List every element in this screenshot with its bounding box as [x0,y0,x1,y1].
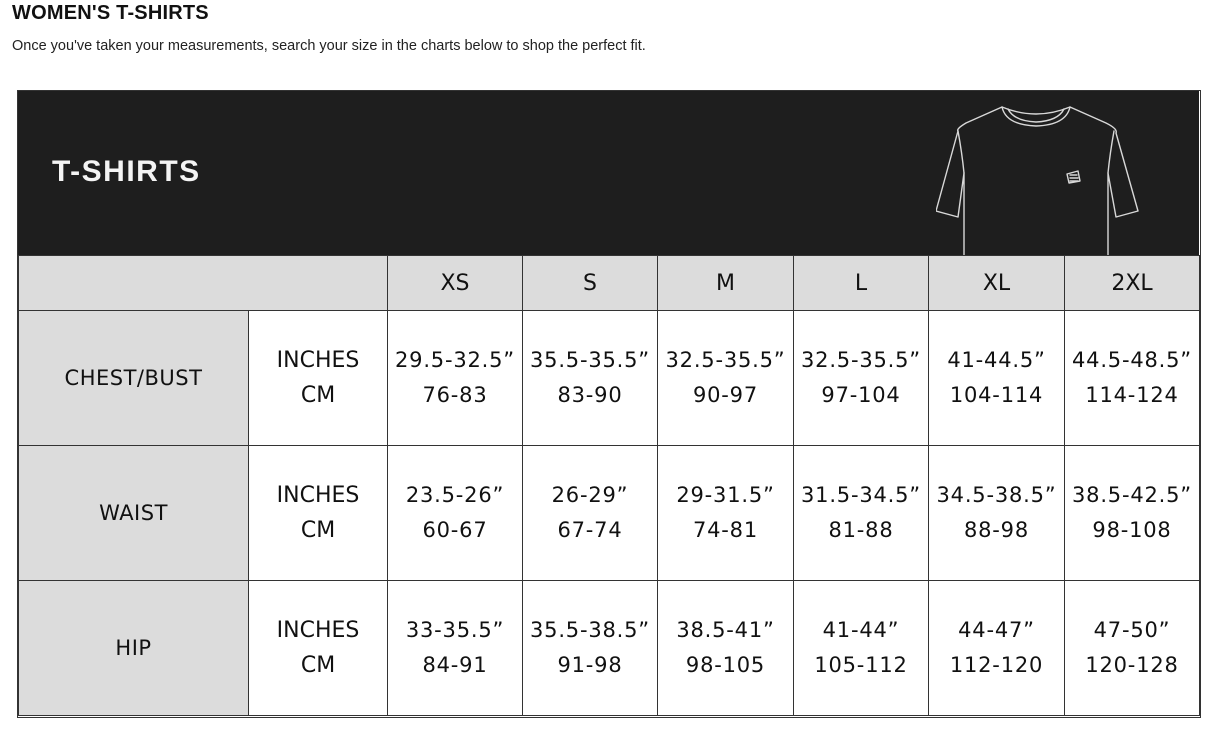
value-inches: 33-35.5” [405,618,505,642]
value-cm: 98-105 [685,653,766,677]
value-cell [388,581,523,716]
header-corner-cell [19,256,388,311]
unit-cell [249,311,388,446]
unit-cm-label: CM [300,383,336,408]
value-cell [794,581,929,716]
value-inches: 29.5-32.5” [395,348,515,372]
value-inches: 26-29” [551,483,629,507]
value-cell [658,581,794,716]
size-header-m: M [658,256,794,311]
value-inches: 32.5-35.5” [665,348,786,372]
size-header-s: S [523,256,658,311]
measure-label-waist: WAIST [19,446,249,581]
size-header-row [19,256,1200,311]
value-inches: 38.5-42.5” [1072,483,1192,507]
value-inches: 44.5-48.5” [1072,348,1192,372]
value-cell [523,581,658,716]
value-cm: 105-112 [814,653,908,677]
size-table [18,255,1200,716]
value-cell [929,581,1065,716]
value-cm: 60-67 [422,518,488,542]
value-cell [1065,446,1200,581]
value-cell [523,311,658,446]
value-inches: 35.5-35.5” [530,348,650,372]
unit-cm-label: CM [300,653,336,678]
unit-cell [249,446,388,581]
unit-inches-label: INCHES [276,483,360,508]
value-inches: 23.5-26” [405,483,505,507]
value-cm: 84-91 [422,653,488,677]
value-inches: 31.5-34.5” [801,483,921,507]
page-subtitle: Once you've taken your measurements, search your size in the charts below to shop the perfect fit. [12,38,646,54]
value-inches: 41-44.5” [947,348,1046,372]
value-inches: 38.5-41” [676,618,775,642]
value-cell [658,446,794,581]
value-cell [658,311,794,446]
unit-cell [249,581,388,716]
banner-title: T-SHIRTS [52,155,201,188]
value-inches: 35.5-38.5” [530,618,650,642]
value-inches: 47-50” [1093,618,1171,642]
measure-label-hip: HIP [19,581,249,716]
page-title: WOMEN'S T-SHIRTS [12,2,209,24]
value-cm: 97-104 [821,383,901,407]
value-cm: 112-120 [949,653,1044,677]
value-inches: 34.5-38.5” [936,483,1057,507]
value-cell [1065,581,1200,716]
value-cm: 74-81 [692,518,759,542]
unit-inches-label: INCHES [276,348,360,373]
value-cm: 120-128 [1085,653,1179,677]
value-cell [523,446,658,581]
value-cm: 76-83 [422,383,488,407]
size-header-2xl: 2XL [1065,256,1200,311]
value-cm: 88-98 [963,518,1030,542]
value-cell [388,446,523,581]
value-cm: 114-124 [1085,383,1179,407]
size-header-xl: XL [929,256,1065,311]
tshirt-icon [936,101,1146,256]
value-inches: 29-31.5” [676,483,775,507]
size-header-l: L [794,256,929,311]
unit-inches-label: INCHES [276,618,360,643]
value-cm: 90-97 [692,383,759,407]
value-cm: 91-98 [557,653,623,677]
value-cell [794,446,929,581]
unit-cm-label: CM [300,518,336,543]
value-cell [794,311,929,446]
measure-label-chest-bust: CHEST/BUST [19,311,249,446]
table-row-chest [19,311,1200,446]
value-inches: 41-44” [822,618,900,642]
value-cell [929,311,1065,446]
chart-banner [18,91,1199,256]
value-cm: 104-114 [949,383,1044,407]
table-row-hip [19,581,1200,716]
value-cm: 83-90 [557,383,623,407]
table-row-waist [19,446,1200,581]
value-cell [929,446,1065,581]
value-cell [388,311,523,446]
value-inches: 44-47” [958,618,1035,642]
value-inches: 32.5-35.5” [801,348,921,372]
size-header-xs: XS [388,256,523,311]
size-chart [17,90,1201,718]
value-cell [1065,311,1200,446]
value-cm: 81-88 [828,518,894,542]
value-cm: 67-74 [557,518,623,542]
value-cm: 98-108 [1092,518,1172,542]
